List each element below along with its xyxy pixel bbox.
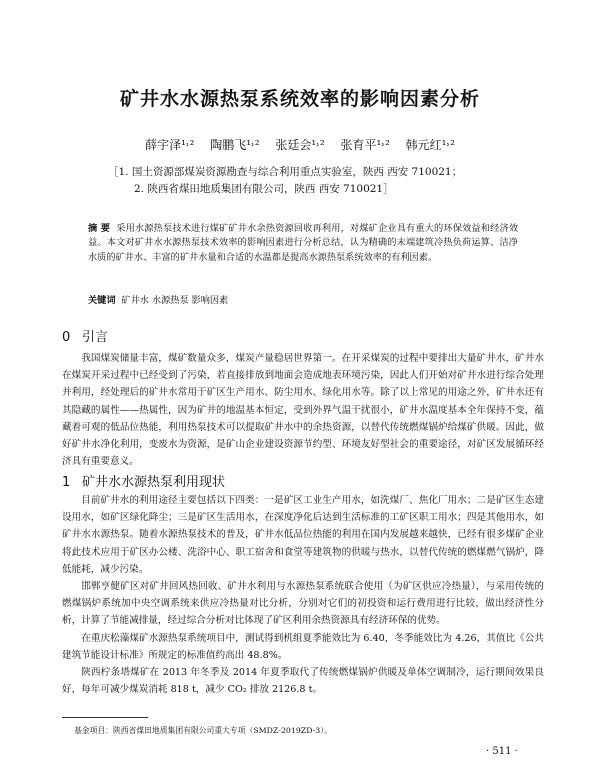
section-number: 0 (62, 330, 71, 345)
section-heading-status (62, 471, 225, 490)
abstract (88, 222, 518, 265)
page-number: · 511 · (486, 746, 518, 757)
paragraph: 邯郸亨健矿区对矿井回风热回收、矿井水利用与水源热泵系统联合使用（为矿区供应冷热量），与采用传统的燃煤锅炉系统加中央空调系统来供应冷热量对比分析，分别对它们的初投资和运行费用进行比较，做出经济性分析，计算了节能减排量，经过综合分析对比体现了矿区利用余热资源具有经济环保的优势。 (62, 581, 544, 627)
section-1-body (62, 492, 544, 698)
keywords-text: 矿井水 水源热泵 影响因素 (121, 295, 229, 306)
footnote-divider (62, 717, 148, 718)
abstract-label: 摘 要 (88, 223, 111, 234)
section-title: 矿井水水源热泵利用现状 (82, 475, 226, 490)
paragraph: 目前矿井水的利用途径主要包括以下四类：一是矿区工业生产用水，如洗煤厂、焦化厂用水；二是矿区生态建设用水，如矿区绿化降尘；三是矿区生活用水，在深度净化后达到生活标准的工矿区职工用水；四是其他用水，如矿井水水源热泵。随着水源热泵技术的普及，矿井水低品位热能的利用在国内发展越来越快，已经有很多煤矿企业将此技术应用于矿区办公楼、洗浴中心、职工宿舍和食堂等建筑物的供暖与热水，以替代传统的燃煤燃气锅炉，降低能耗，减少污染。 (62, 495, 544, 575)
affiliation-line-1: ［1. 国土资源部煤炭资源勘查与综合利用重点实验室，陕西 西安 710021； (108, 166, 463, 178)
section-title: 引言 (82, 330, 109, 345)
paragraph: 我国煤炭储量丰富，煤矿数量众多，煤炭产量稳居世界第一。在开采煤炭的过程中要排出大量矿井水，矿井水在煤炭开采过程中已经受到了污染，若直接排放到地面会造成地表环境污染，因此人们开始对矿井水进行综合处理并利用，经处理后的矿井水常用于矿区生产用水、防尘用水、绿化用水等。除了以上常见的用途之外，矿井水还有其隐藏的属性——热属性，因为矿井的地温基本恒定，受到外界气温干扰很小，矿井水温度基本全年保持不变，蕴藏着可观的低品位热能，利用热泵技术可以提取矿井水中的余热资源，以替代传统燃煤锅炉给煤矿供暖。因此，做好矿井水净化利用，变废水为资源，是矿山企业建设资源节约型、环境友好型社会的重要途径，对矿区发展循环经济具有重要意义。 (62, 353, 544, 468)
paragraph: 陕西柠条塔煤矿在 2013 年冬季及 2014 年夏季取代了传统燃煤锅炉供暖及单体空调制冷，运行期间效果良好，每年可减少煤炭消耗 818 t，减少 CO₂ 排放 2126.8 t。 (62, 667, 544, 696)
footnote: 基金项目：陕西省煤田地质集团有限公司重大专项（SMDZ-2019ZD-3）。 (74, 726, 332, 735)
paper-title: 矿井水水源热泵系统效率的影响因素分析 (119, 88, 480, 110)
keywords (88, 292, 518, 306)
author-list: 薛宇泽¹˒² 陶鹏飞¹˒² 张廷会¹˒² 张育平¹˒² 韩元红¹˒² (145, 138, 455, 152)
affiliation-line-2: 2. 陕西省煤田地质集团有限公司，陕西 西安 710021］ (134, 183, 394, 195)
keywords-label: 关键词 (88, 295, 116, 306)
section-heading-intro (62, 326, 108, 345)
intro-paragraph (62, 350, 544, 470)
section-number: 1 (62, 475, 71, 490)
paragraph: 在重庆松藻煤矿水源热泵系统项目中，测试得到机组夏季能效比为 6.40，冬季能效比为 4.26，其值比《公共建筑节能设计标准》所规定的标准值约高出 48.8%。 (62, 632, 544, 661)
abstract-text: 采用水源热泵技术进行煤矿矿井水余热资源回收再利用，对煤矿企业具有重大的环保效益和经济效益。本文对矿井水水源热泵技术效率的影响因素进行分析总结，认为精确的末端建筑冷热负荷运算、洁净水质的矿井水、丰富的矿井水量和合适的水温都是提高水源热泵系统效率的有利因素。 (88, 223, 519, 263)
